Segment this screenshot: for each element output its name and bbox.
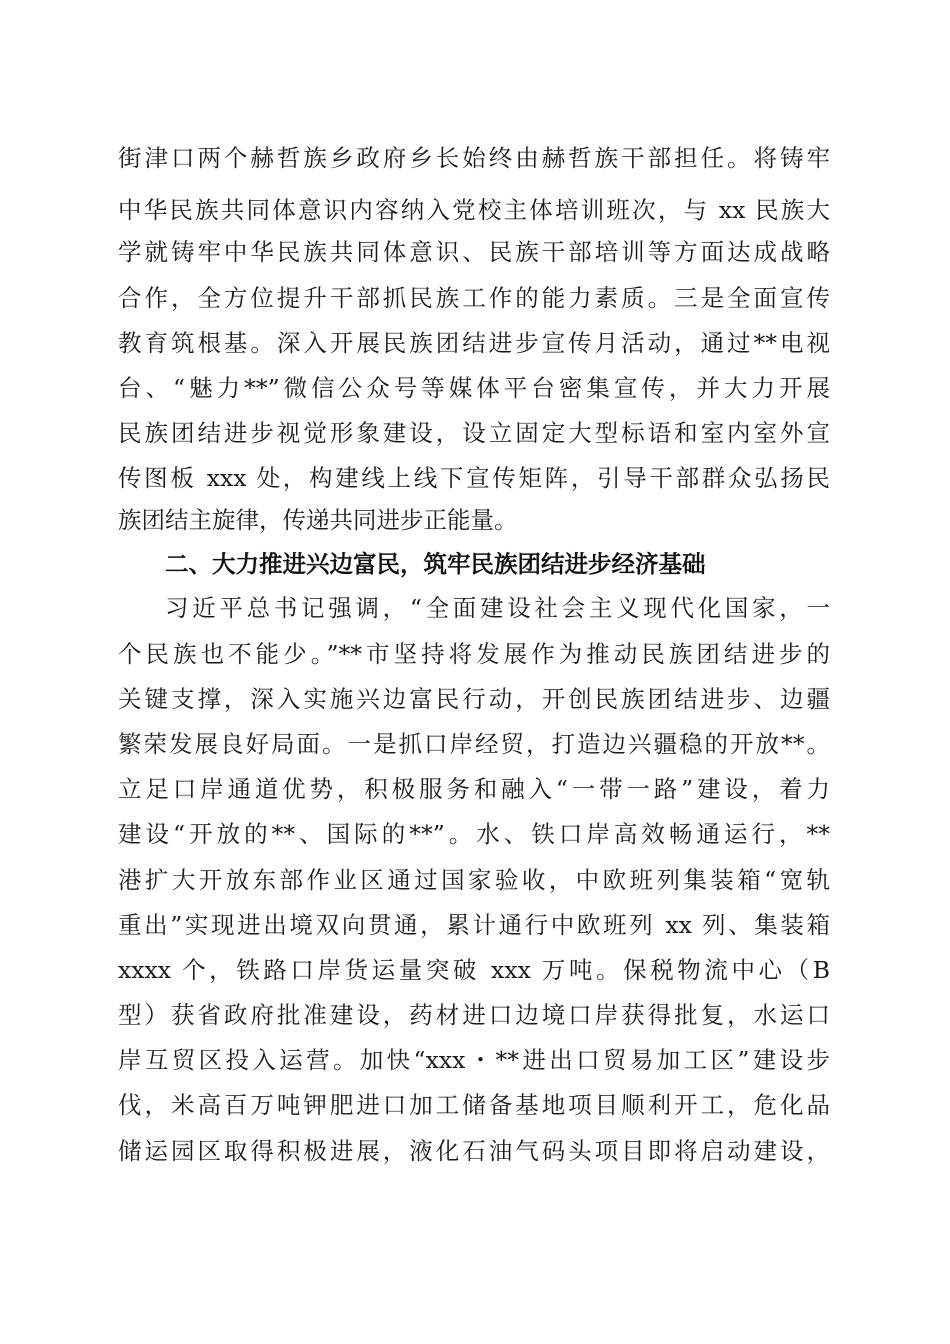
paragraph-1-line-2: 中华民族共同体意识内容纳入党校主体培训班次，与 xx 民族大 [118,196,830,224]
paragraph-2-line-4: 繁荣发展良好局面。一是抓口岸经贸，打造边兴疆稳的开放**。 [118,730,830,758]
section-heading: 二、大力推进兴边富民，筑牢民族团结进步经济基础 [165,550,706,578]
paragraph-2-line-3: 关键支撑，深入实施兴边富民行动，开创民族团结进步、边疆 [118,685,830,713]
paragraph-2-line-1: 习近平总书记强调，“全面建设社会主义现代化国家，一 [165,594,830,622]
paragraph-2-line-2: 个民族也不能少。”**市坚持将发展作为推动民族团结进步的 [118,640,830,668]
paragraph-2-line-7: 港扩大开放东部作业区通过国家验收，中欧班列集装箱“宽轨 [118,866,830,894]
paragraph-2-line-10: 型）获省政府批准建设，药材进口边境口岸获得批复，水运口 [118,1001,830,1029]
paragraph-2-line-13: 储运园区取得积极进展，液化石油气码头项目即将启动建设， [118,1137,830,1165]
paragraph-1-line-6: 台、“魅力**”微信公众号等媒体平台密集宣传，并大力开展 [118,374,830,402]
paragraph-1-line-4: 合作，全方位提升干部抓民族工作的能力素质。三是全面宣传 [118,284,830,312]
paragraph-1-line-1: 街津口两个赫哲族乡政府乡长始终由赫哲族干部担任。将铸牢 [118,144,830,172]
paragraph-2-line-12: 伐，米高百万吨钾肥进口加工储备基地项目顺利开工，危化品 [118,1091,830,1119]
paragraph-1-line-9: 族团结主旋律，传递共同进步正能量。 [118,506,518,534]
paragraph-1-line-5: 教育筑根基。深入开展民族团结进步宣传月活动，通过**电视 [118,329,830,357]
paragraph-1-line-8: 传图板 xxx 处，构建线上线下宣传矩阵，引导干部群众弘扬民 [118,464,830,492]
paragraph-2-line-9: xxxx 个，铁路口岸货运量突破 xxx 万吨。保税物流中心（B [118,956,830,984]
paragraph-2-line-6: 建设“开放的**、国际的**”。水、铁口岸高效畅通运行，** [118,820,830,848]
paragraph-1-line-3: 学就铸牢中华民族共同体意识、民族干部培训等方面达成战略 [118,238,830,266]
paragraph-2-line-5: 立足口岸通道优势，积极服务和融入“一带一路”建设，着力 [118,775,830,803]
paragraph-1-line-7: 民族团结进步视觉形象建设，设立固定大型标语和室内室外宣 [118,419,830,447]
paragraph-2-line-8: 重出”实现进出境双向贯通，累计通行中欧班列 xx 列、集装箱 [118,911,830,939]
paragraph-2-line-11: 岸互贸区投入运营。加快“xxx・**进出口贸易加工区”建设步 [118,1046,830,1074]
